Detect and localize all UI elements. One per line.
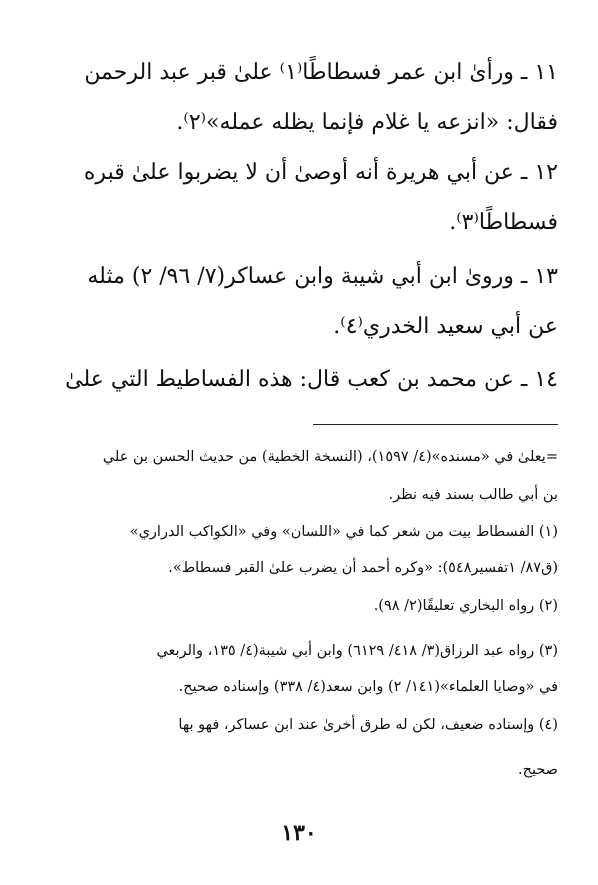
- main-text-line-4: فسطاطًا⁽٣⁾.: [449, 210, 558, 235]
- footnote-line-7: في «وصايا العلماء»(١٤١/ ٢) وابن سعد(٤/ ٣٣٨) وإسناده صحيح.: [178, 679, 558, 695]
- main-text-line-2: فقال: «انزعه يا غلام فإنما يظله عمله»⁽٢⁾.: [176, 110, 558, 135]
- footnote-separator: [313, 424, 558, 425]
- main-text-line-6: عن أبي سعيد الخدري⁽٤⁾.: [333, 314, 558, 339]
- main-text-line-5: ١٣ ـ ورویٰ ابن أبي شيبة وابن عساكر(٧/ ٩٦/ ٢) مثله: [87, 264, 558, 289]
- footnote-line-2: بن أبي طالب بسند فيه نظر.: [388, 487, 558, 503]
- footnote-line-8: (٤) وإسناده ضعيف، لكن له طرق أخرىٰ عند ابن عساكر، فهو بها: [178, 717, 558, 733]
- main-text-line-3: ١٢ ـ عن أبي هريرة أنه أوصىٰ أن لا يضربوا علىٰ قبره: [83, 160, 558, 185]
- footnote-line-5: (٢) رواه البخاري تعليقًا(٢/ ٩٨).: [373, 598, 558, 614]
- main-text-line-7: ١٤ ـ عن محمد بن كعب قال: هذه الفساطيط التي علىٰ: [65, 367, 558, 392]
- footnote-line-6: (٣) رواه عبد الرزاق(٣/ ٤١٨/ ٦١٢٩) وابن أبي شيبة(٤/ ١٣٥، والربعي: [156, 643, 558, 659]
- footnote-line-9: صحيح.: [517, 762, 558, 778]
- footnote-line-4: (ق٨٧/ ١تفسير٥٤٨): «وكره أحمد أن يضرب علىٰ القبر فسطاط».: [168, 560, 558, 576]
- footnote-line-1: =يعلىٰ في «مسنده»(٤/ ١٥٩٧)، (النسخة الخطية) من حديث الحسن بن علي: [102, 449, 558, 465]
- main-text-line-1: ١١ ـ ورأىٰ ابن عمر فسطاطًا⁽١⁾ علىٰ قبر عبد الرحمن: [84, 60, 558, 85]
- page-number: ١٣٠: [281, 820, 317, 846]
- footnote-line-3: (١) الفسطاط بيت من شعر كما في «اللسان» وفي «الكواكب الدراري»: [129, 524, 558, 540]
